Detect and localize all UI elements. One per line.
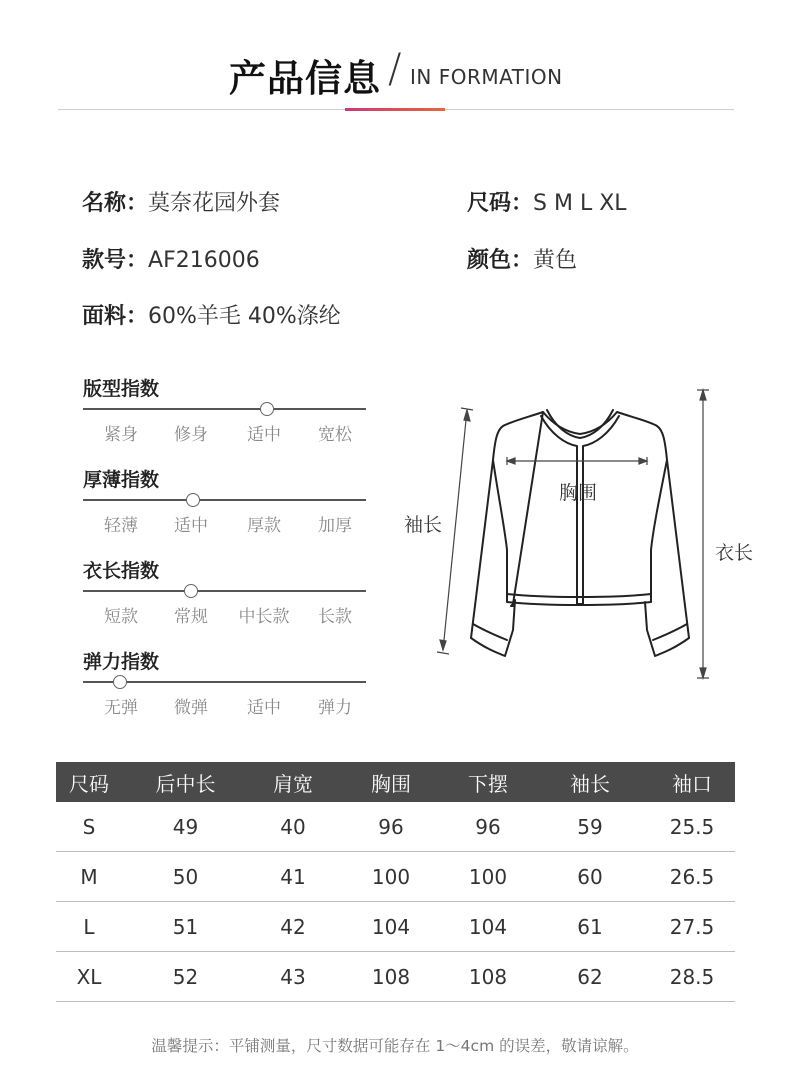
product-fabric [82,299,341,330]
index-option: 加厚 [318,516,352,536]
table-cell: 49 [172,814,199,839]
table-cell: S [82,814,96,839]
fabric-label: 面料： [82,304,149,329]
index-option: 微弹 [174,698,208,718]
table-row [56,802,735,852]
size-table [56,762,735,1002]
table-cell: 96 [475,814,501,839]
table-row [56,902,735,952]
measurement-note: 温馨提示：平铺测量，尺寸数据可能存在 1～4cm 的误差，敬请谅解。 [151,1037,639,1055]
index-option: 修身 [174,425,208,445]
table-cell: 52 [172,964,199,989]
table-cell: XL [76,964,102,989]
index-option: 弹力 [318,698,352,718]
index-marker [260,402,274,416]
index-marker [113,675,127,689]
product-size [467,186,627,217]
table-cell: 108 [371,964,411,989]
table-cell: 104 [468,914,508,939]
index-title: 弹力指数 [83,651,160,673]
table-cell: 40 [280,814,306,839]
table-cell: 43 [280,964,306,989]
name-label: 名称： [82,191,149,216]
index-option: 常规 [174,607,208,627]
index-title: 衣长指数 [83,560,160,582]
index-option: 厚款 [247,516,281,536]
fabric-value: 60%羊毛 40%涤纶 [148,304,341,329]
table-cell: M [80,864,98,889]
index-track [83,408,366,410]
table-row [56,852,735,902]
column-header: 尺码 [69,771,109,796]
style-label: 款号： [82,248,149,273]
table-body [56,802,735,1002]
table-cell: 27.5 [669,914,715,939]
table-cell: 108 [468,964,508,989]
table-cell: 60 [577,864,603,889]
index-option: 宽松 [318,425,352,445]
index-track [83,499,366,501]
index-option: 短款 [104,607,138,627]
index-option: 紧身 [104,425,138,445]
style-value: AF216006 [148,248,260,273]
chest-label: 胸围 [559,482,598,504]
table-cell: 25.5 [669,814,715,839]
section-header [0,48,790,98]
size-label: 尺码： [467,191,534,216]
index-option: 无弹 [104,698,138,718]
product-style [82,243,260,274]
index-option: 适中 [247,425,281,445]
table-cell: 96 [378,814,404,839]
index-title: 厚薄指数 [83,469,160,491]
title-slash: / [388,46,402,92]
product-name [82,186,280,217]
column-header: 下摆 [468,771,508,796]
index-option: 中长款 [238,607,290,627]
color-label: 颜色： [467,248,534,273]
jacket-outline-icon [395,380,790,690]
index-option: 长款 [318,607,352,627]
table-cell: 100 [468,864,508,889]
table-row [56,952,735,1002]
title-accent-bar [345,108,445,111]
table-cell: 42 [280,914,306,939]
index-track [83,590,366,592]
garment-length-label: 衣长 [715,542,754,564]
page-subtitle: IN FORMATION [410,65,563,89]
index-option: 适中 [247,698,281,718]
table-cell: 51 [172,914,199,939]
table-cell: L [83,914,95,939]
index-option: 轻薄 [104,516,138,536]
index-title: 版型指数 [83,378,160,400]
index-marker [186,493,200,507]
table-cell: 28.5 [669,964,715,989]
column-header: 肩宽 [273,771,313,796]
table-cell: 104 [371,914,411,939]
column-header: 胸围 [371,771,411,796]
size-value: S M L XL [533,191,627,216]
table-cell: 50 [172,864,199,889]
index-marker [184,584,198,598]
table-cell: 100 [371,864,411,889]
page-title: 产品信息 [229,57,381,100]
product-color [467,243,577,274]
table-cell: 62 [577,964,603,989]
color-value: 黄色 [533,248,578,273]
table-header [56,762,735,802]
column-header: 后中长 [155,771,216,796]
sleeve-length-label: 袖长 [404,514,443,536]
column-header: 袖口 [672,771,712,796]
table-cell: 61 [577,914,603,939]
index-option: 适中 [174,516,208,536]
table-cell: 41 [280,864,306,889]
name-value: 莫奈花园外套 [148,191,281,216]
garment-diagram [395,380,790,690]
table-cell: 26.5 [669,864,715,889]
column-header: 袖长 [570,771,610,796]
table-cell: 59 [577,814,603,839]
